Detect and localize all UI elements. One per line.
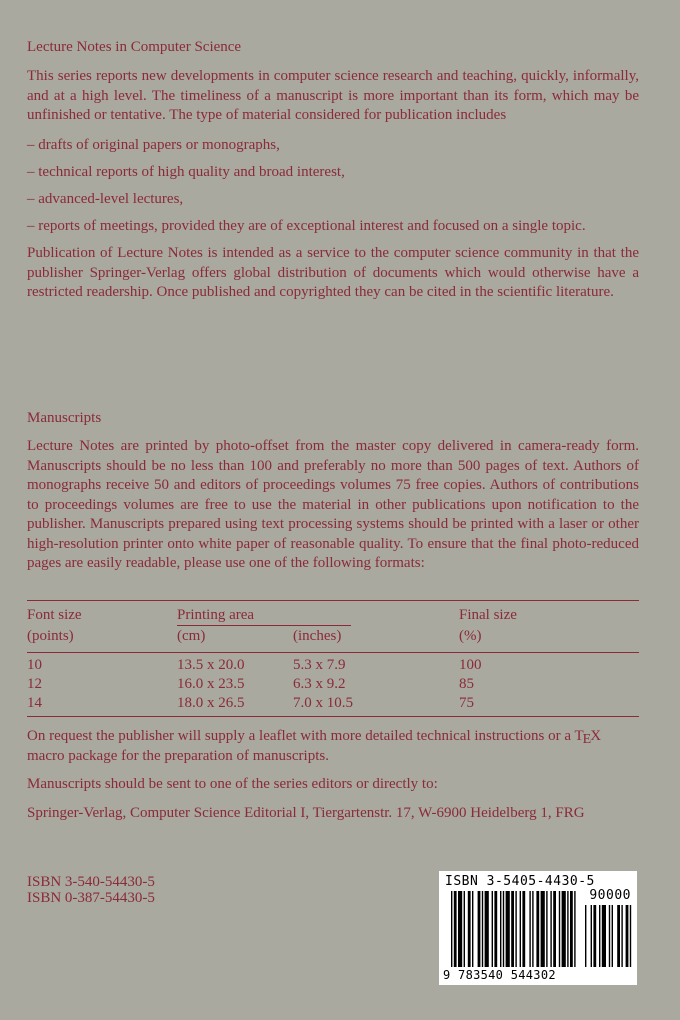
header-cm: (cm): [177, 628, 206, 644]
manuscripts-body: Lecture Notes are printed by photo-offset from the master copy delivered in camera-ready form. Manuscripts should be no less than 100 and preferably no more than 500 pages of text. Authors of monographs receive 50 and editors of proceedings volumes 75 free copies. Authors of contributions to proceedings volumes are free to use the material in other publications upon notification to the publisher. Manuscripts prepared using text processing systems should be printed with a laser or other high-resolution printer onto white paper of reasonable quality. To ensure that the final photo-reduced pages are easily readable, please use one of the following formats:: [27, 438, 639, 571]
barcode-bar: [468, 891, 471, 967]
row-cm: 18.0 x 26.5: [177, 695, 245, 711]
barcode-addon-bar: [591, 905, 592, 967]
barcode-bar: [570, 891, 573, 967]
barcode-bar: [500, 891, 501, 967]
barcode-addon-bar: [593, 905, 596, 967]
barcode-bar: [478, 891, 481, 967]
send-instruction: Manuscripts should be sent to one of the series editors or directly to:: [27, 776, 438, 792]
row-inches: 7.0 x 10.5: [293, 695, 353, 711]
header-printing-area: Printing area: [177, 607, 255, 623]
barcode-addon-bar: [602, 905, 606, 967]
barcode-addon-bar: [626, 905, 629, 967]
isbn-us: ISBN 0-387-54430-5: [27, 890, 155, 906]
header-percent: (%): [459, 628, 482, 644]
barcode-addon-bar: [599, 905, 600, 967]
service-paragraph: Publication of Lecture Notes is intended as a service to the computer science community in that the publisher Springer-Verlag offers global distribution of documents which would otherwise have a restricted readership. Once published and copyrighted they can be cited in the scientific literature.: [27, 245, 639, 300]
isbn-german: ISBN 3-540-54430-5: [27, 874, 155, 890]
barcode-bar: [503, 891, 504, 967]
row-cm: 13.5 x 20.0: [177, 657, 245, 673]
barcode-bar: [550, 891, 551, 967]
barcode-bar: [546, 891, 547, 967]
macro-text: macro package for the preparation of manuscripts.: [27, 747, 329, 764]
isbn-barcode: [439, 871, 637, 985]
header-inches: (inches): [293, 628, 342, 644]
barcode-bar: [454, 891, 457, 967]
list-item: – drafts of original papers or monographs,: [27, 137, 280, 153]
tex-e: E: [582, 732, 592, 747]
row-cm: 16.0 x 23.5: [177, 676, 245, 692]
barcode-addon-bar: [612, 905, 613, 967]
row-font: 12: [27, 676, 42, 692]
barcode-bar: [559, 891, 560, 967]
barcode-bar: [506, 891, 510, 967]
barcode-bar: [567, 891, 568, 967]
row-final: 85: [459, 676, 474, 692]
barcode-bar: [536, 891, 539, 967]
table-bottom-rule: [27, 716, 639, 717]
row-font: 10: [27, 657, 42, 673]
header-bottom-rule: [27, 652, 639, 653]
barcode-bar: [515, 891, 516, 967]
barcode-bar: [485, 891, 489, 967]
barcode-bar: [541, 891, 545, 967]
barcode-bar: [458, 891, 462, 967]
barcode-isbn-text: ISBN 3-5405-4430-5: [445, 874, 595, 889]
barcode-addon-bar: [617, 905, 620, 967]
barcode-ean-text: 9 783540 544302: [443, 968, 556, 982]
barcode-bar: [472, 891, 473, 967]
barcode-addon-bar: [609, 905, 610, 967]
printing-area-rule: [177, 625, 351, 626]
barcode-bar: [464, 891, 465, 967]
barcode-addon-text: 90000: [589, 888, 631, 903]
barcode-bar: [529, 891, 530, 967]
row-inches: 5.3 x 7.9: [293, 657, 346, 673]
barcode-bar: [520, 891, 521, 967]
barcode-addon-bar: [630, 905, 631, 967]
barcode-addon-bar: [621, 905, 622, 967]
header-final-size: Final size: [459, 607, 517, 623]
list-item: – reports of meetings, provided they are of exceptional interest and focused on a single topic.: [27, 218, 586, 234]
barcode-bar: [494, 891, 497, 967]
request-paragraph: [27, 727, 639, 766]
barcode-bar: [553, 891, 556, 967]
row-final: 100: [459, 657, 482, 673]
table-top-rule: [27, 600, 639, 601]
barcode-bar: [532, 891, 533, 967]
row-final: 75: [459, 695, 474, 711]
barcode-bar: [482, 891, 483, 967]
list-item: – technical reports of high quality and broad interest,: [27, 164, 345, 180]
row-font: 14: [27, 695, 42, 711]
request-text: On request the publisher will supply a leaflet with more detailed technical instructions or a: [27, 728, 572, 744]
barcode-bar: [492, 891, 493, 967]
series-intro: This series reports new developments in computer science research and teaching, quickly, informally, and at a high level. The timeliness of a manuscript is more important than its form, which may be unfinished or tentative. The type of material considered for publication includes: [27, 68, 639, 123]
series-title: Lecture Notes in Computer Science: [27, 39, 242, 55]
publisher-address: Springer-Verlag, Computer Science Editorial I, Tiergartenstr. 17, W-6900 Heidelberg 1, FRG: [27, 805, 585, 821]
tex-t: T: [574, 728, 584, 744]
tex-logo: [574, 728, 602, 747]
header-font-size: Font size: [27, 607, 82, 623]
barcode-bar: [511, 891, 514, 967]
barcode-bar: [522, 891, 525, 967]
header-points: (points): [27, 628, 74, 644]
row-inches: 6.3 x 9.2: [293, 676, 346, 692]
barcode-bar: [451, 891, 452, 967]
list-item: – advanced-level lectures,: [27, 191, 184, 207]
barcode-bar: [574, 891, 575, 967]
barcode-addon-bar: [585, 905, 586, 967]
tex-x: X: [590, 728, 602, 744]
manuscripts-title: Manuscripts: [27, 410, 102, 426]
barcode-bar: [562, 891, 566, 967]
